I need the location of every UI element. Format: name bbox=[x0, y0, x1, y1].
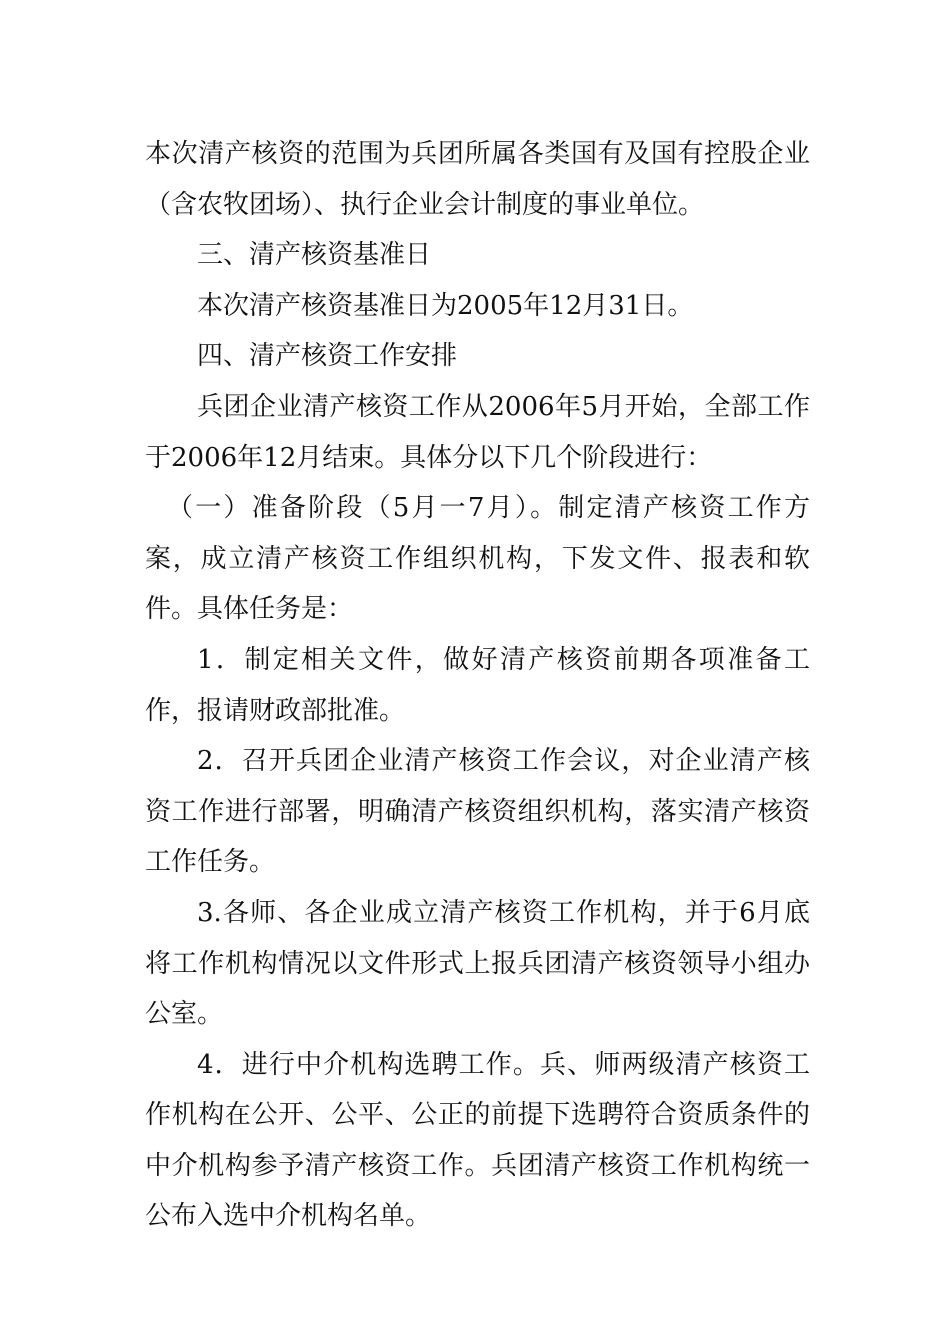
document-body bbox=[145, 129, 810, 1242]
section-heading-work-arrangement: 四、清产核资工作安排 bbox=[197, 341, 458, 372]
paragraph-scope-continued: 本次清产核资的范围为兵团所属各类国有及国有控股企业（含农牧团场）、执行企业会计制度的事业单位。 bbox=[145, 139, 810, 220]
list-item-2: 2．召开兵团企业清产核资工作会议，对企业清产核资工作进行部署，明确清产核资组织机构，落实清产核资工作任务。 bbox=[145, 746, 810, 878]
paragraph-schedule: 兵团企业清产核资工作从2006年5月开始，全部工作于2006年12月结束。具体分以下几个阶段进行： bbox=[145, 391, 810, 473]
section-heading-base-date: 三、清产核资基准日 bbox=[197, 240, 432, 271]
paragraph-base-date: 本次清产核资基准日为2005年12月31日。 bbox=[197, 290, 694, 321]
paragraph-preparation-phase: （一）准备阶段（5月一7月）。制定清产核资工作方案，成立清产核资工作组织机构，下发文件、报表和软件。具体任务是： bbox=[145, 493, 810, 625]
list-item-1: 1．制定相关文件，做好清产核资前期各项准备工作，报请财政部批准。 bbox=[145, 644, 810, 726]
list-item-4: 4．进行中介机构选聘工作。兵、师两级清产核资工作机构在公开、公平、公正的前提下选聘符合资质条件的中介机构参予清产核资工作。兵团清产核资工作机构统一公布入选中介机构名单。 bbox=[145, 1049, 810, 1232]
list-item-3: 3.各师、各企业成立清产核资工作机构，并于6月底将工作机构情况以文件形式上报兵团清产核资领导小组办公室。 bbox=[145, 897, 810, 1030]
